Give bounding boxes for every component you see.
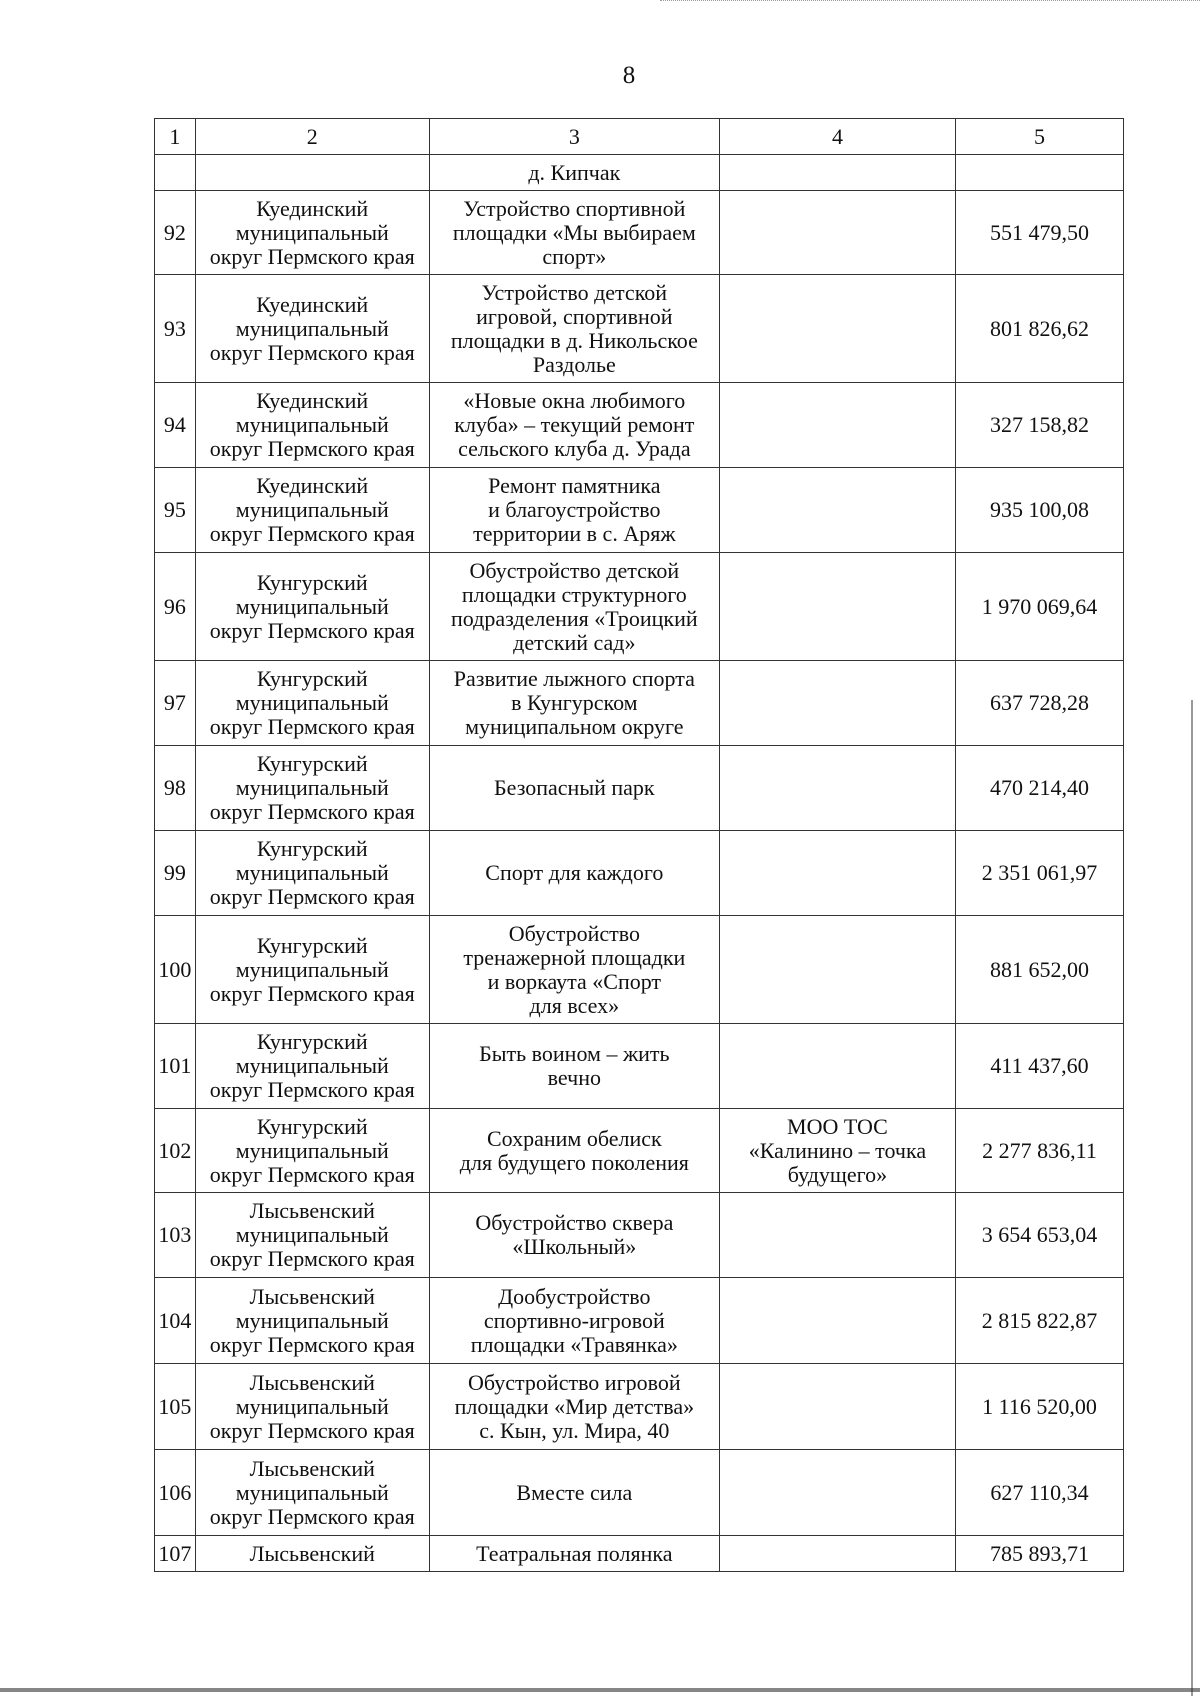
amount-cell: 411 437,60 — [956, 1024, 1124, 1109]
municipality-line: Кунгурский — [256, 666, 368, 691]
table-header-row — [155, 119, 1124, 155]
organization-cell — [719, 1450, 955, 1536]
amount-cell: 1 970 069,64 — [956, 553, 1124, 661]
municipality-line: муниципальный — [235, 775, 389, 800]
project-line: подразделения «Троицкий — [451, 605, 698, 631]
amount-cell: 2 351 061,97 — [956, 831, 1124, 916]
project-line: д. Кипчак — [528, 159, 621, 185]
municipality-line: округ Пермского края — [209, 521, 415, 546]
project-cell — [429, 746, 719, 831]
municipality-line: муниципальный — [235, 497, 389, 522]
header-cell-3: 3 — [429, 119, 719, 155]
municipality-line: округ Пермского края — [209, 436, 415, 461]
row-number-cell: 102 — [155, 1109, 196, 1193]
project-line: Сохраним обелиск — [486, 1125, 662, 1151]
organization-cell — [719, 383, 955, 468]
municipality-line: округ Пермского края — [209, 617, 415, 643]
organization-cell — [719, 468, 955, 553]
project-line: площадки в д. Никольское — [450, 327, 698, 353]
scan-right-edge — [1191, 700, 1193, 1696]
municipality-cell — [195, 916, 429, 1024]
organization-cell — [719, 191, 955, 275]
project-line: Устройство детской — [481, 279, 668, 305]
row-number-cell: 94 — [155, 383, 196, 468]
organization-line: будущего» — [787, 1161, 888, 1187]
amount-cell: 2 815 822,87 — [956, 1278, 1124, 1364]
table-row — [155, 1109, 1124, 1193]
municipality-line: округ Пермского края — [209, 339, 415, 365]
row-number-cell — [155, 155, 196, 191]
municipality-line: округ Пермского края — [209, 1417, 415, 1443]
row-number-cell: 96 — [155, 553, 196, 661]
project-line: сельского клуба д. Урада — [458, 436, 691, 461]
project-line: Раздолье — [532, 351, 616, 377]
table-row — [155, 661, 1124, 746]
project-line: площадки «Мир детства» — [454, 1393, 695, 1419]
scan-bottom-edge — [0, 1688, 1200, 1692]
municipality-cell — [195, 1024, 429, 1109]
project-line: Обустройство игровой — [468, 1369, 681, 1395]
project-cell — [429, 1024, 719, 1109]
organization-cell — [719, 831, 955, 916]
municipality-line: округ Пермского края — [209, 1246, 415, 1271]
project-cell — [429, 191, 719, 275]
municipality-line: округ Пермского края — [209, 799, 415, 824]
organization-cell — [719, 1109, 955, 1193]
municipality-cell — [195, 155, 429, 191]
project-line: Ремонт памятника — [488, 473, 661, 498]
municipality-line: муниципальный — [235, 315, 389, 341]
project-cell — [429, 383, 719, 468]
municipality-cell — [195, 1450, 429, 1536]
row-number-cell: 99 — [155, 831, 196, 916]
municipality-line: муниципальный — [235, 1479, 389, 1505]
amount-cell: 2 277 836,11 — [956, 1109, 1124, 1193]
project-line: Дообустройство — [498, 1283, 651, 1309]
header-cell-2: 2 — [195, 119, 429, 155]
municipality-cell — [195, 1278, 429, 1364]
municipality-line: округ Пермского края — [209, 243, 415, 269]
municipality-cell — [195, 1193, 429, 1278]
amount-cell: 801 826,62 — [956, 275, 1124, 383]
municipality-cell — [195, 383, 429, 468]
organization-cell — [719, 1193, 955, 1278]
project-cell — [429, 916, 719, 1024]
header-cell-5: 5 — [956, 119, 1124, 155]
project-line: вечно — [547, 1065, 601, 1090]
municipality-line: Кунгурский — [256, 1029, 368, 1054]
municipality-line: Лысьвенский — [249, 1540, 375, 1566]
amount-cell: 3 654 653,04 — [956, 1193, 1124, 1278]
amount-cell: 627 110,34 — [956, 1450, 1124, 1536]
scan-top-edge — [660, 0, 1200, 1]
project-line: «Школьный» — [512, 1234, 637, 1259]
organization-cell — [719, 275, 955, 383]
organization-cell — [719, 1024, 955, 1109]
project-line: для будущего поколения — [459, 1149, 689, 1175]
row-number-cell: 95 — [155, 468, 196, 553]
municipality-cell — [195, 553, 429, 661]
municipality-line: муниципальный — [235, 860, 389, 885]
municipality-line: округ Пермского края — [209, 1161, 415, 1187]
project-line: Безопасный парк — [494, 775, 655, 800]
table-row — [155, 1024, 1124, 1109]
project-cell — [429, 553, 719, 661]
project-cell — [429, 1109, 719, 1193]
continuation-row — [155, 155, 1124, 191]
municipality-line: Лысьвенский — [249, 1369, 375, 1395]
project-line: Развитие лыжного спорта — [453, 666, 695, 691]
project-line: детский сад» — [513, 629, 636, 655]
project-line: игровой, спортивной — [476, 303, 673, 329]
table-row — [155, 831, 1124, 916]
organization-cell — [719, 1278, 955, 1364]
row-number-cell: 105 — [155, 1364, 196, 1450]
page-number: 8 — [622, 62, 636, 89]
row-number-cell: 104 — [155, 1278, 196, 1364]
municipality-cell — [195, 1109, 429, 1193]
project-line: с. Кын, ул. Мира, 40 — [479, 1417, 670, 1443]
project-line: Обустройство — [508, 920, 640, 946]
row-number-cell: 98 — [155, 746, 196, 831]
project-line: площадки «Мы выбираем — [452, 219, 696, 245]
municipality-cell — [195, 661, 429, 746]
project-cell — [429, 1193, 719, 1278]
municipality-line: муниципальный — [235, 1137, 389, 1163]
municipality-cell — [195, 468, 429, 553]
amount-cell: 551 479,50 — [956, 191, 1124, 275]
municipality-line: округ Пермского края — [209, 1503, 415, 1529]
table-row — [155, 1450, 1124, 1536]
project-line: муниципальном округе — [465, 714, 684, 739]
projects-table — [154, 118, 1124, 1572]
table-row — [155, 1193, 1124, 1278]
organization-cell — [719, 746, 955, 831]
project-line: клуба» – текущий ремонт — [454, 412, 695, 437]
project-cell — [429, 1364, 719, 1450]
organization-cell — [719, 916, 955, 1024]
municipality-line: муниципальный — [235, 1393, 389, 1419]
header-cell-1: 1 — [155, 119, 196, 155]
project-cell — [429, 831, 719, 916]
project-line: «Новые окна любимого — [463, 388, 686, 413]
organization-cell — [719, 155, 955, 191]
project-line: спортивно-игровой — [483, 1307, 665, 1333]
row-number-cell: 101 — [155, 1024, 196, 1109]
project-line: Вместе сила — [516, 1479, 633, 1505]
municipality-line: Куединский — [256, 195, 369, 221]
table-row — [155, 1364, 1124, 1450]
municipality-cell — [195, 191, 429, 275]
amount-cell: 881 652,00 — [956, 916, 1124, 1024]
project-line: Спорт для каждого — [485, 860, 664, 885]
municipality-line: округ Пермского края — [209, 714, 415, 739]
municipality-line: муниципальный — [235, 1053, 389, 1078]
project-line: в Кунгурском — [511, 690, 638, 715]
amount-cell — [956, 155, 1124, 191]
amount-cell: 327 158,82 — [956, 383, 1124, 468]
municipality-cell — [195, 275, 429, 383]
municipality-line: муниципальный — [235, 1222, 389, 1247]
municipality-line: Лысьвенский — [249, 1198, 375, 1223]
project-cell — [429, 155, 719, 191]
amount-cell: 935 100,08 — [956, 468, 1124, 553]
municipality-line: Лысьвенский — [249, 1455, 375, 1481]
table-row — [155, 275, 1124, 383]
project-line: территории в с. Аряж — [473, 521, 676, 546]
organization-line: МОО ТОС — [787, 1113, 888, 1139]
table-row — [155, 553, 1124, 661]
municipality-line: Куединский — [256, 388, 369, 413]
municipality-line: муниципальный — [235, 219, 389, 245]
project-line: Обустройство сквера — [475, 1210, 674, 1235]
amount-cell: 1 116 520,00 — [956, 1364, 1124, 1450]
project-line: Устройство спортивной — [463, 195, 686, 221]
table-row — [155, 191, 1124, 275]
project-line: площадки «Травянка» — [470, 1331, 678, 1357]
project-line: тренажерной площадки — [463, 944, 686, 970]
municipality-line: Куединский — [256, 291, 369, 317]
row-number-cell: 103 — [155, 1193, 196, 1278]
project-line: спорт» — [542, 243, 607, 269]
project-line: для всех» — [529, 992, 620, 1018]
project-cell — [429, 468, 719, 553]
row-number-cell: 92 — [155, 191, 196, 275]
project-line: и благоустройство — [488, 497, 661, 522]
header-cell-4: 4 — [719, 119, 955, 155]
project-line: площадки структурного — [461, 581, 687, 607]
amount-cell: 785 893,71 — [956, 1536, 1124, 1572]
table-row — [155, 916, 1124, 1024]
organization-cell — [719, 553, 955, 661]
municipality-line: муниципальный — [235, 593, 389, 619]
organization-cell — [719, 1536, 955, 1572]
project-cell — [429, 661, 719, 746]
organization-cell — [719, 1364, 955, 1450]
municipality-cell — [195, 1536, 429, 1572]
municipality-line: округ Пермского края — [209, 980, 415, 1006]
municipality-line: муниципальный — [235, 412, 389, 437]
municipality-line: округ Пермского края — [209, 1077, 415, 1102]
project-line: Быть воином – жить — [479, 1041, 670, 1066]
row-number-cell: 100 — [155, 916, 196, 1024]
row-number-cell: 93 — [155, 275, 196, 383]
municipality-line: Кунгурский — [256, 836, 368, 861]
municipality-cell — [195, 1364, 429, 1450]
project-cell — [429, 1278, 719, 1364]
municipality-line: Кунгурский — [256, 932, 368, 958]
municipality-line: Куединский — [256, 473, 369, 498]
project-cell — [429, 275, 719, 383]
municipality-cell — [195, 831, 429, 916]
row-number-cell: 97 — [155, 661, 196, 746]
municipality-line: Кунгурский — [256, 1113, 368, 1139]
table-row — [155, 383, 1124, 468]
municipality-line: Кунгурский — [256, 569, 368, 595]
municipality-line: Кунгурский — [256, 751, 368, 776]
project-cell — [429, 1536, 719, 1572]
municipality-line: Лысьвенский — [249, 1283, 375, 1309]
municipality-line: округ Пермского края — [209, 884, 415, 909]
municipality-line: муниципальный — [235, 690, 389, 715]
project-line: Обустройство детской — [469, 557, 680, 583]
project-cell — [429, 1450, 719, 1536]
table-row — [155, 1278, 1124, 1364]
project-line: и воркаута «Спорт — [487, 968, 662, 994]
row-number-cell: 107 — [155, 1536, 196, 1572]
row-number-cell: 106 — [155, 1450, 196, 1536]
municipality-line: муниципальный — [235, 1307, 389, 1333]
amount-cell: 470 214,40 — [956, 746, 1124, 831]
table-row — [155, 468, 1124, 553]
table-row — [155, 1536, 1124, 1572]
municipality-line: муниципальный — [235, 956, 389, 982]
amount-cell: 637 728,28 — [956, 661, 1124, 746]
table-row — [155, 746, 1124, 831]
municipality-line: округ Пермского края — [209, 1331, 415, 1357]
municipality-cell — [195, 746, 429, 831]
organization-cell — [719, 661, 955, 746]
project-line: Театральная полянка — [476, 1540, 673, 1566]
organization-line: «Калинино – точка — [748, 1137, 927, 1163]
